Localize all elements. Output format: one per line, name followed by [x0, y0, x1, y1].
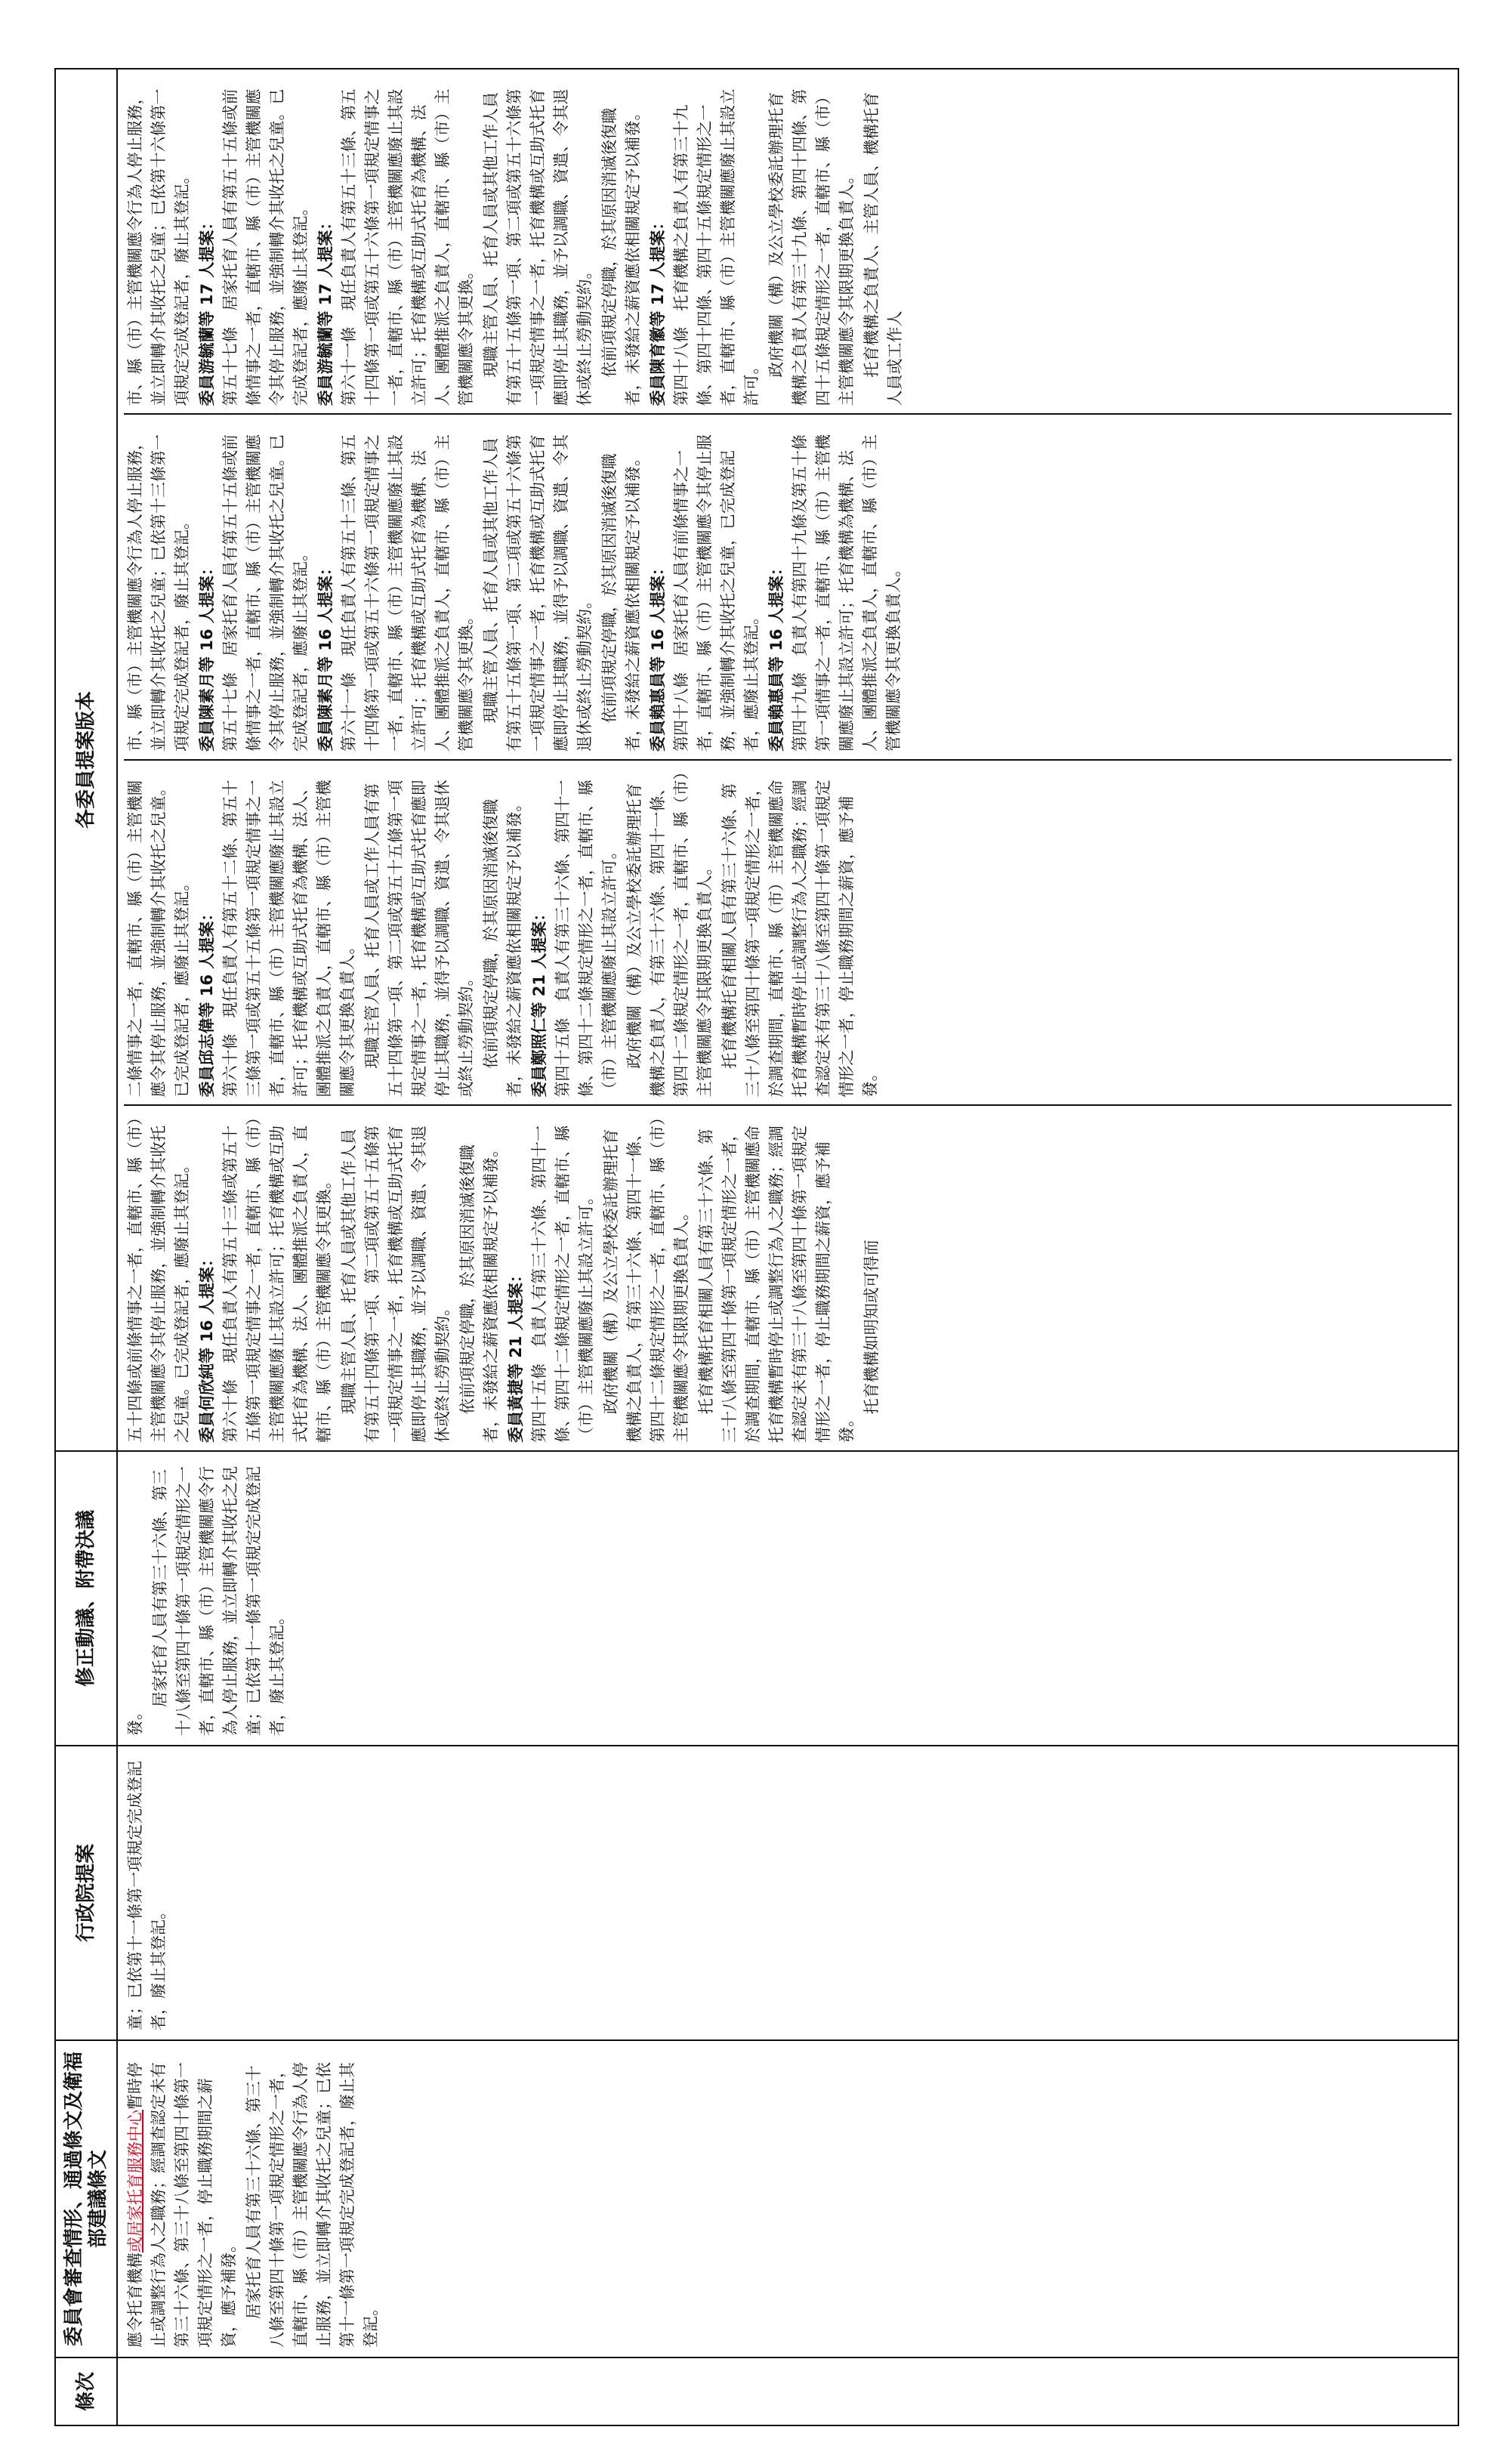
- committee-paragraph: 居家托育人員有第三十六條、第三十八條至第四十條第一項規定情形之一者，直轄市、縣（市）主管機關應令行為人停止服務，並立即轉介其收托之兒童；已依第十一條第一項規定完成登記者，廢止其登記。: [245, 2062, 380, 2348]
- member-paragraph: 第五十七條 居家托育人員有第五十五條或前條情事之一者，直轄市、縣（市）主管機關應令其停止服務，並強制轉介其收托之兒童。已完成登記者，應廢止其登記。: [221, 88, 310, 406]
- member-paragraph: 第六十條 現任負責人有第五十三條或第五十五條第一項規定情事之一者，直轄市、縣（市）主管機關應廢止其設立許可；托育機構或互助式托育為機構、法人、團體推派之負責人，直轄市、縣（市）主管機關應令其更換。: [221, 1117, 333, 1443]
- member-paragraph: 依前項規定停職，於其原因消滅後復職者，未發給之薪資應依相關規定予以補發。: [600, 104, 642, 406]
- header-article: 條次: [55, 2357, 117, 2425]
- motion-paragraph: 居家托育人員有第三十六條、第三十八條至第四十條第一項規定情形之一者，直轄市、縣（市）主管機關應令行為人停止服務，並立即轉介其收托之兒童；已依第十一條第一項規定完成登記者，廢止其登記。: [151, 1466, 286, 1736]
- proposal-title: 委員賴惠員等 16 人提案：: [767, 560, 785, 752]
- member-paragraph: 依前項規定停職，於其原因消滅後復職者，未發給之薪資應依相關規定予以補發。: [482, 795, 523, 1098]
- committee-paragraph: [124, 2050, 241, 2348]
- members-column-3: [124, 414, 1452, 760]
- member-paragraph: 第六十一條 現任負責人有第五十三條、第五十四條第一項或第五十六條第一項規定情事之一者，直轄市、縣（市）主管機關應廢止其設立許可；托育機構或互助式托育為機構、法人、團體推派之負責人，直轄市、縣（市）主管機關應令其更換。: [340, 88, 475, 406]
- member-paragraph: 第四十八條 居家托育人員有前條情事之一者，直轄市、縣（市）主管機關應令其停止服務，並強制轉介其收托之兒童，已完成登記者，應廢止其登記。: [672, 434, 761, 752]
- member-paragraph: 托育機構之負責人、主管人員、機構托育人員或工作人: [863, 91, 904, 406]
- proposal-title: 委員陳素月等 16 人提案：: [316, 560, 335, 752]
- member-paragraph: 五十四條或前條情事之一者，直轄市、縣（市）主管機關應令其停止服務，並強制轉介其收托之兒童。已完成登記者，應廢止其登記。: [126, 1117, 191, 1443]
- member-paragraph: 第四十五條 負責人有第三十六條、第四十一條、第四十二條規定情形之一者，直轄市、縣（市）主管機關應廢止其設立許可。: [530, 1125, 595, 1443]
- header-executive: 行政院提案: [55, 1746, 117, 2040]
- executive-paragraph: 童；已依第十一條第一項規定完成登記者，廢止其登記。: [126, 1761, 168, 2030]
- motion-paragraph: 發。: [126, 1704, 144, 1736]
- proposal-title: 委員陳育徽等 17 人提案：: [649, 214, 667, 406]
- committee-text: 應令托育機構: [126, 2252, 144, 2348]
- cell-committee: [117, 2040, 1458, 2357]
- amended-text: 或居家托育服務中心: [126, 2110, 144, 2252]
- proposal-title: 委員鄭照仁等 21 人提案：: [530, 905, 548, 1098]
- table-row: [117, 69, 1458, 2425]
- member-paragraph: 第四十五條 負責人有第三十六條、第四十一條、第四十二條規定情形之一者，直轄市、縣（市）主管機關應廢止其設立許可。: [554, 780, 619, 1098]
- members-column-2: [124, 759, 1452, 1105]
- proposal-title: 委員陳素月等 16 人提案：: [198, 560, 216, 752]
- proposal-title: 委員游毓蘭等 17 人提案：: [316, 214, 335, 406]
- member-paragraph: 市、縣（市）主管機關應令行為人停止服務，並立即轉介其收托之兒童；已依第十六條第一項規定完成登記者，廢止其登記。: [126, 88, 191, 406]
- members-column-1: [124, 1105, 1452, 1444]
- comparison-table: [54, 68, 1459, 2426]
- cell-motion: [117, 1451, 1458, 1746]
- member-paragraph: 依前項規定停職，於其原因消滅後復職者，未發給之薪資應依相關規定予以補發。: [458, 1141, 500, 1443]
- cell-article: [117, 2357, 1458, 2425]
- member-paragraph: 第六十條 現任負責人有第五十二條、第五十三條第一項或第五十五條第一項規定情事之一者，直轄市、縣（市）主管機關應廢止其設立許可；托育機構或互助式托育為機構、法人、團體推派之負責人，直轄市、縣（市）主管機關應令其更換負責人。: [221, 780, 356, 1098]
- header-motion: 修正動議、附帶決議: [55, 1451, 117, 1746]
- proposal-title: 委員賴惠員等 16 人提案：: [649, 560, 667, 752]
- members-column-4: [124, 77, 1452, 414]
- member-paragraph: 政府機關（構）及公立學校委託辦理托育機構之負責人，有第三十六條、第四十一條、第四十二條規定情形之一者，直轄市、縣（市）主管機關應令其限期更換負責人。: [602, 1117, 690, 1443]
- members-columns: [124, 77, 1452, 1443]
- member-paragraph: 政府機關（構）及公立學校委託辦理托育機構之負責人，有第三十六條、第四十一條、第四十二條規定情形之一者，直轄市、縣（市）主管機關應令其限期更換負責人。: [625, 772, 714, 1098]
- proposal-title: 委員游毓蘭等 17 人提案：: [198, 214, 216, 406]
- committee-text: 暫時停止或調整行為人之職務；經調查認定未有第三十六條、第三十八條至第四十條第一項規定情形之一者，停止職務期間之薪資，應予補發。: [126, 2062, 238, 2348]
- member-paragraph: 政府機關（構）及公立學校委託辦理托育機構之負責人有第三十九條、第四十四條、第四十五條規定情形之一者，直轄市、縣（市）主管機關應令其限期更換負責人。: [767, 88, 856, 406]
- member-paragraph: 第四十八條 托育機構之負責人有第三十九條、第四十四條、第四十五條規定情形之一者，直轄市、縣（市）主管機關應廢止其設立許可。: [672, 88, 761, 406]
- member-paragraph: 二條情事之一者，直轄市、縣（市）主管機關應令其停止服務，並強制轉介其收托之兒童。已完成登記者，應廢止其登記。: [126, 780, 191, 1098]
- member-paragraph: 第五十七條 居家托育人員有第五十五條或前條情事之一者，直轄市、縣（市）主管機關應令其停止服務，並強制轉介其收托之兒童。已完成登記者，應廢止其登記。: [221, 434, 310, 752]
- member-paragraph: 現職主管人員、托育人員或其他工作人員有第五十五條第一項、第二項或第五十六條第一項規定情事之一者，托育機構或互助式托育應即停止其職務，並予以調職、資遣、令其退休或終止勞動契約。: [482, 88, 594, 406]
- proposal-title: 委員黃捷等 21 人提案：: [507, 1267, 525, 1443]
- member-paragraph: 托育機構如明知或可得而: [863, 1240, 881, 1415]
- member-paragraph: 現職主管人員、托育人員或其他工作人員有第五十四條第一項、第二項或第五十五條第一項規定情事之一者，托育機構或互助式托育應即停止其職務，並予以調職、資遣、令其退休或終止勞動契約。: [340, 1125, 452, 1443]
- member-paragraph: 第六十一條 現任負責人有第五十三條、第五十四條第一項或第五十六條第一項規定情事之一者，直轄市、縣（市）主管機關應廢止其設立許可；托育機構或互助式托育為機構、法人、團體推派之負責人，直轄市、縣（市）主管機關應令其更換。: [340, 434, 475, 752]
- cell-executive: [117, 1746, 1458, 2040]
- header-committee: 委員會審查情形、通過條文及衛福部建議條文: [55, 2040, 117, 2357]
- member-paragraph: 托育機構托育相關人員有第三十六條、第三十八條至第四十條第一項規定情形之一者，於調查期間，直轄市、縣（市）主管機關應命托育機構暫時停止或調整行為人之職務；經調查認定未有第三十八條至第四十條第一項規定情形之一者，停止職務期間之薪資，應予補發。: [697, 1125, 856, 1443]
- proposal-title: 委員何欣純等 16 人提案：: [198, 1251, 216, 1443]
- member-paragraph: 托育機構托育相關人員有第三十六條、第三十八條至第四十條第一項規定情形之一者，於調查期間，直轄市、縣（市）主管機關應命托育機構暫時停止或調整行為人之職務；經調查認定未有第三十八條至第四十條第一項規定情形之一者，停止職務期間之薪資，應予補發。: [721, 780, 879, 1098]
- member-paragraph: 現職主管人員、托育人員或其他工作人員有第五十五條第一項、第二項或第五十六條第一項規定情事之一者，托育機構或互助式托育應即停止其職務，並得予以調職、資遣、令其退休或終止勞動契約。: [482, 434, 594, 752]
- header-members: 各委員提案版本: [55, 69, 117, 1451]
- member-paragraph: 第四十九條 負責人有第四十九條及第五十條第一項情事之一者，直轄市、縣（市）主管機關應廢止其設立許可；托育機構為機構、法人、團體推派之負責人，直轄市、縣（市）主管機關應令其更換負責人。: [791, 434, 903, 752]
- proposal-title: 委員邱志偉等 16 人提案：: [198, 905, 216, 1098]
- table-header-row: [55, 69, 117, 2425]
- cell-members: [117, 69, 1458, 1451]
- member-paragraph: 市、縣（市）主管機關應令行為人停止服務，並立即轉介其收托之兒童；已依第十三條第一項規定完成登記者，廢止其登記。: [126, 434, 191, 752]
- member-paragraph: 現職主管人員、托育人員或工作人員有第五十四條第一項、第二項或第五十五條第一項規定情事之一者，托育機構或互助式托育應即停止其職務，並得予以調職、資遣、令其退休或終止勞動契約。: [363, 780, 475, 1098]
- member-paragraph: 依前項規定停職，於其原因消滅後復職者，未發給之薪資應依相關規定予以補發。: [600, 450, 642, 752]
